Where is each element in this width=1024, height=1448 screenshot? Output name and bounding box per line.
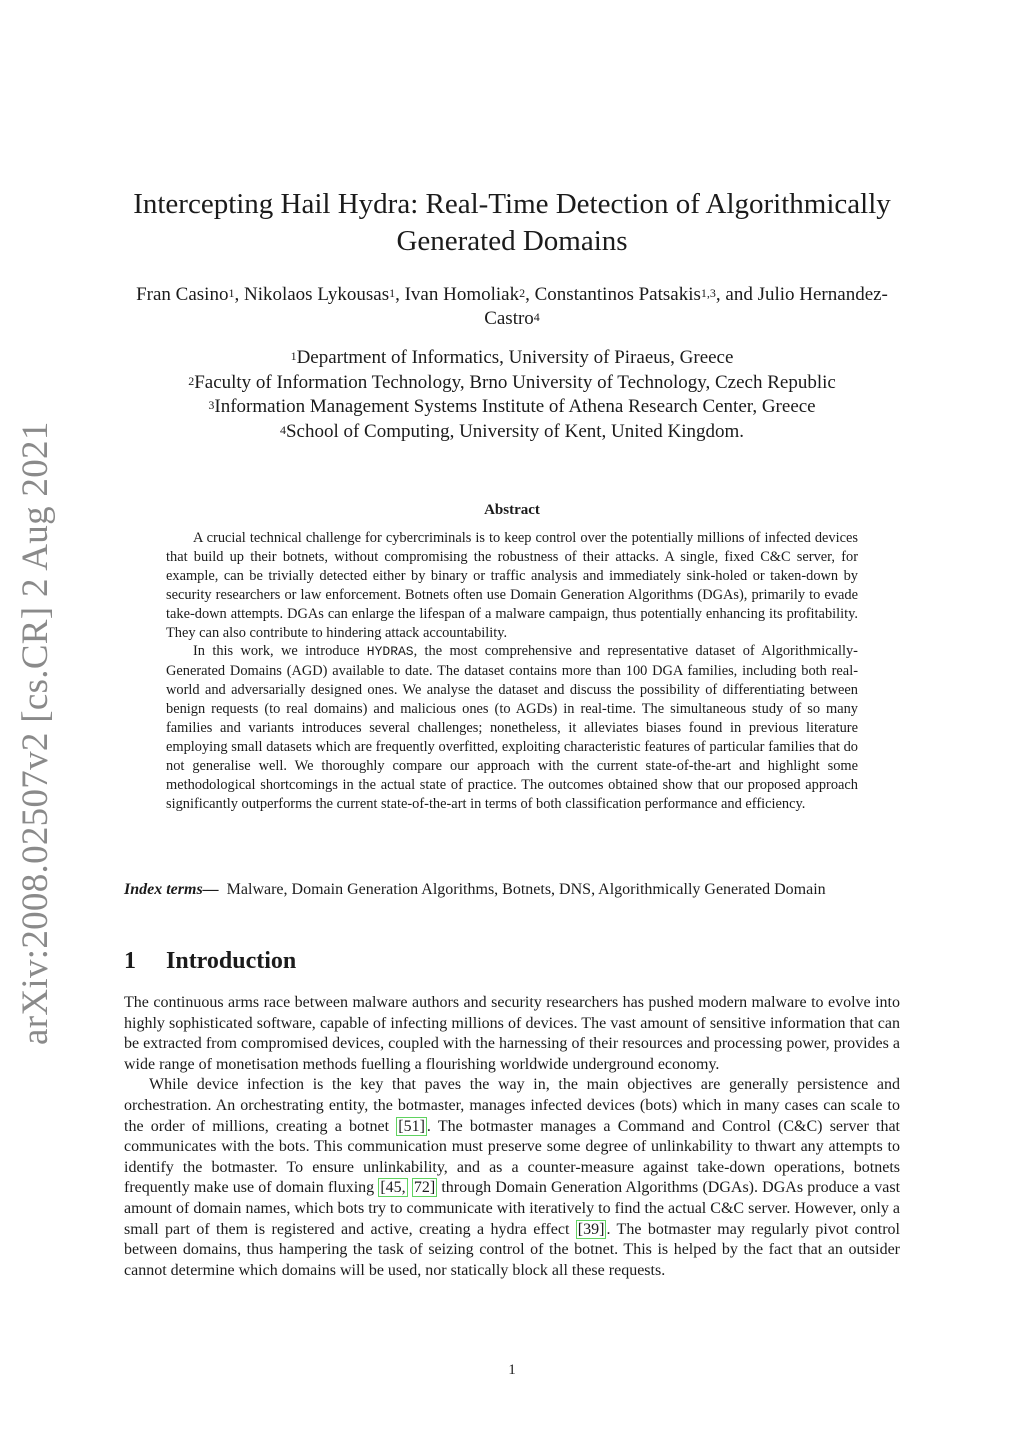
author-list <box>110 283 914 331</box>
affiliation-text: School of Computing, University of Kent, United Kingdom. <box>285 420 745 442</box>
abstract-paragraph-2 <box>166 642 858 813</box>
affiliation <box>110 395 914 420</box>
intro-text: . The botmaster manages a Command and Control (C&C) server that communicates with the bots. This communication must preserve some degree of unlinkability to thwart any attempts to identify the botmaster. To ensure unlinkability, and as a counter-measure against take-down operations, botnets frequently make use of domain fluxing <box>124 1117 901 1197</box>
section-number: 1 <box>124 948 136 974</box>
affiliation-mark: 2 <box>188 373 195 388</box>
intro-text: through Domain Generation Algorithms (DGAs). DGAs produce a vast amount of domain names, which bots try to communicate with iteratively to find the actual C&C server. However, only a small part of them is registered and active, creating a hydra effect <box>124 1179 901 1238</box>
affiliation-text: Information Management Systems Institute of Athena Research Center, Greece <box>214 396 816 417</box>
abstract-text: In this work, we introduce <box>193 643 367 660</box>
author-name: Nikolaos Lykousas <box>243 284 390 305</box>
section-title: Introduction <box>166 948 297 974</box>
author-separator: , <box>525 284 535 305</box>
author-affil-mark: 1 <box>389 286 396 300</box>
affiliation <box>110 371 914 396</box>
affiliation <box>110 346 914 371</box>
intro-paragraph-2 <box>124 1075 900 1281</box>
author-name: Fran Casino <box>136 284 229 305</box>
author-name: Constantinos Patsakis <box>534 284 701 305</box>
index-terms-text: Malware, Domain Generation Algorithms, Botnets, DNS, Algorithmically Generated Domain <box>226 881 826 898</box>
citation-link[interactable]: [51] <box>398 1117 425 1135</box>
dataset-name: HYDRAS <box>366 644 414 660</box>
index-terms-label: Index terms— <box>124 881 219 898</box>
abstract-body <box>166 529 858 814</box>
citation-link[interactable]: [45, <box>380 1179 406 1197</box>
page-number: 1 <box>508 1362 516 1378</box>
citation-link[interactable]: 72] <box>413 1179 436 1197</box>
citation-link[interactable]: [39] <box>577 1220 605 1238</box>
abstract-heading: Abstract <box>484 502 540 518</box>
intro-paragraph-1: The continuous arms race between malware authors and security researchers has pushed modern malware to evolve into highly sophisticated software, capable of infecting millions of devices. The vast amount of sensitive information that can be extracted from compromised devices, coupled with the harnessing of their resources and processing power, provides a wide range of monetisation methods fuelling a flourishing worldwide underground economy. <box>124 994 900 1073</box>
title-line-1: Intercepting Hail Hydra: Real-Time Detection of Algorithmically <box>133 188 891 220</box>
introduction-body <box>124 993 900 1281</box>
arxiv-identifier-stamp: arXiv:2008.02507v2 [cs.CR] 2 Aug 2021 <box>15 421 56 1045</box>
paper-title <box>110 186 914 260</box>
author-affil-mark: 1 <box>228 286 235 300</box>
abstract-text: , the most comprehensive and representative dataset of Algorithmically-Generated Domains (AGD) available to date. The dataset contains more than 100 DGA families, including both real-world and adversarially designed ones. We analyse the dataset and discuss the possibility of differentiating between benign requests (to real domains) and malicious ones (to AGDs) in real-time. The simultaneous study of so many families and variants introduces several challenges; nonetheless, it alleviates biases found in previous literature employing small datasets which are frequently overfitted, exploiting characteristic features of particular families that do not generalise well. We thoroughly compare our approach with the current state-of-the-art and highlight some methodological shortcomings in the actual state of practice. The outcomes obtained show that our proposed approach significantly outperforms the current state-of-the-art in terms of both classification performance and efficiency. <box>166 643 858 812</box>
author-affil-mark: 2 <box>519 286 526 300</box>
section-heading-introduction <box>124 948 296 975</box>
author-separator: , and <box>715 284 758 305</box>
author-name: Julio Hernandez-Castro <box>484 284 888 329</box>
title-line-2: Generated Domains <box>396 225 628 257</box>
affiliation-text: Faculty of Information Technology, Brno University of Technology, Czech Republic <box>194 371 836 393</box>
affiliation-mark: 3 <box>208 398 215 412</box>
affiliation-list <box>110 346 914 444</box>
affiliation <box>110 420 914 445</box>
author-affil-mark: 4 <box>533 310 540 324</box>
author-separator: , <box>234 284 244 305</box>
author-name: Ivan Homoliak <box>404 284 520 305</box>
author-separator: , <box>395 284 405 305</box>
affiliation-mark: 1 <box>290 349 297 363</box>
index-terms <box>124 879 900 900</box>
affiliation-text: Department of Informatics, University of Piraeus, Greece <box>296 347 734 368</box>
abstract-paragraph-1: A crucial technical challenge for cybercriminals is to keep control over the potentially millions of infected devices that build up their botnets, without compromising the robustness of their attacks. A single, fixed C&C server, for example, can be trivially detected either by binary or traffic analysis and immediately sink-holed or taken-down by security researchers or law enforcement. Botnets often use Domain Generation Algorithms (DGAs), primarily to evade take-down attempts. DGAs can enlarge the lifespan of a malware campaign, thus potentially enhancing its profitability. They can also contribute to hindering attack accountability. <box>166 530 858 641</box>
intro-text: . The botmaster may regularly pivot control between domains, thus hampering the task of seizing control of the botnet. This is helped by the fact that an outsider cannot determine which domains will be used, nor statically block all these requests. <box>124 1220 901 1279</box>
intro-text: While device infection is the key that paves the way in, the main objectives are generally persistence and orchestration. An orchestrating entity, the botmaster, manages infected devices (bots) which in many cases can scale to the order of millions, creating a botnet <box>124 1076 900 1135</box>
author-affil-mark: 1,3 <box>700 286 716 300</box>
affiliation-mark: 4 <box>279 422 286 437</box>
